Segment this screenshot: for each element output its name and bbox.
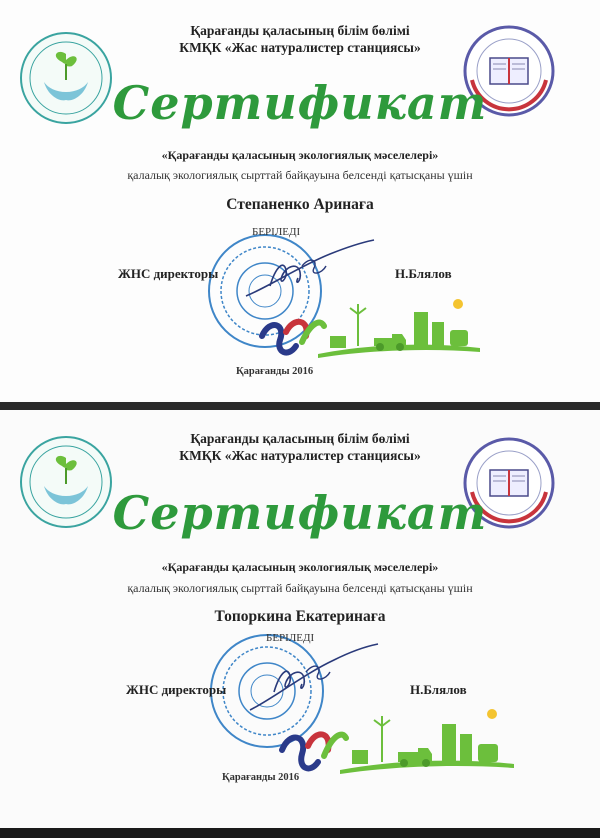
director-name: Н.Блялов	[395, 266, 452, 281]
contest-subtitle: «Қарағанды қаласының экологиялық мәселелері»	[161, 148, 439, 162]
recipient-name: Топоркина Екатеринаға	[214, 608, 386, 625]
certificate-title: Сертификат	[112, 76, 488, 130]
description-line: қалалық экологиялық сырттай байқауына белсенді қатысқаны үшін	[127, 168, 473, 182]
certificate-1	[0, 0, 600, 402]
eco-town-illustration-icon	[258, 296, 483, 366]
issued-label: БЕРІЛЕДІ	[266, 632, 315, 644]
contest-subtitle: «Қарағанды қаласының экологиялық мәселелері»	[161, 560, 439, 574]
header-line-1: Қарағанды қаласының білім бөлімі	[190, 431, 410, 446]
director-label: ЖНС директоры	[126, 682, 227, 697]
director-name: Н.Блялов	[410, 682, 467, 697]
certificate-title: Сертификат	[112, 486, 488, 540]
header-line-2: КМҚК «Жас натуралистер станциясы»	[179, 40, 421, 55]
place-year: Қарағанды 2016	[236, 366, 314, 377]
header-line-1: Қарағанды қаласының білім бөлімі	[190, 23, 410, 38]
header-line-2: КМҚК «Жас натуралистер станциясы»	[179, 448, 421, 463]
place-year: Қарағанды 2016	[222, 772, 300, 783]
recipient-name: Степаненко Аринаға	[226, 196, 374, 213]
page-divider	[0, 402, 600, 410]
eco-town-illustration-icon	[278, 706, 518, 784]
director-label: ЖНС директоры	[118, 266, 219, 281]
description-line: қалалық экологиялық сырттай байқауына белсенді қатысқаны үшін	[127, 581, 473, 595]
certificate-2	[0, 410, 600, 828]
issued-label: БЕРІЛЕДІ	[252, 226, 301, 238]
